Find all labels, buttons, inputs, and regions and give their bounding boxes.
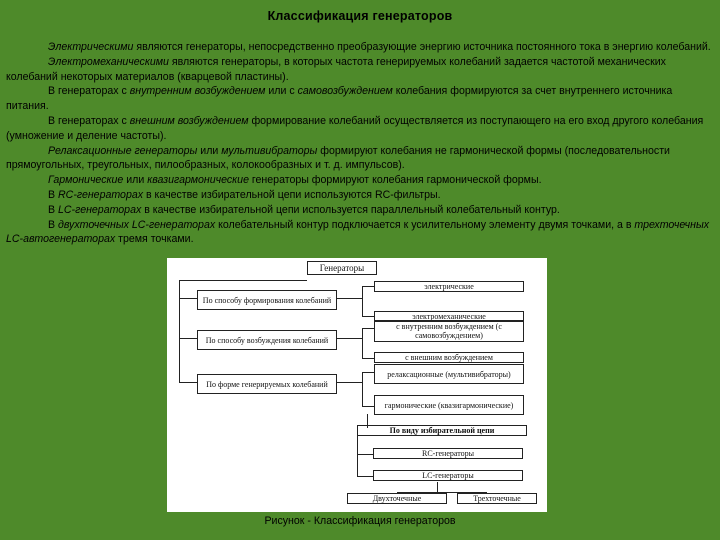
text-run: тремя точками. [115, 233, 194, 246]
paragraph [6, 203, 714, 218]
connector-leaf5 [362, 372, 374, 373]
connector-leaf6 [362, 406, 374, 407]
connector-cat2 [179, 338, 197, 339]
connector-cat2-right [337, 338, 362, 339]
text-run: являются генераторы, в которых частота генерируемых колебаний задается частотой механических колебаний некоторых материалов (кварцевой пластины). [6, 55, 666, 83]
italic-term: квазигармонические [147, 174, 249, 187]
connector-rc [357, 454, 373, 455]
connector-lc-down [437, 482, 438, 492]
text-run: В [48, 188, 59, 201]
connector-cat3-vert [362, 372, 363, 406]
text-run: В [48, 218, 59, 231]
text-run: являются генераторы, непосредственно преобразующие энергию источника постоянного тока в энергию колебаний. [133, 41, 711, 53]
connector-leaf1 [362, 286, 374, 287]
italic-term: LC-генераторах [58, 203, 142, 216]
connector-lc [357, 476, 373, 477]
rc-generators-box: RC-генераторы [373, 448, 523, 459]
text-run: колебания формируются за счет внутреннего источника питания. [6, 85, 673, 113]
paragraph [6, 188, 714, 203]
connector-leaf2 [362, 316, 374, 317]
italic-term: внешним возбуждением [129, 114, 249, 127]
italic-term: Электрическими [48, 41, 134, 53]
connector-selective-vert [357, 436, 358, 476]
text-run: или с [265, 85, 298, 98]
text-run: или [197, 144, 222, 157]
text-run: формируют колебания не гармонической формы (последовательности прямоугольных, треугольных, пилообразных, колокообразных и т. д. импульсов). [6, 144, 670, 172]
text-run: колебательный контур подключается к усилительному элементу двумя точками, а в [215, 218, 635, 231]
italic-term: RC-генераторах [58, 188, 144, 201]
leaf-self-excitation-box: с внутренним возбуждением (с самовозбуждением) [374, 320, 524, 342]
connector-cat3-right [337, 382, 362, 383]
body-text [6, 40, 714, 247]
italic-term: Гармонические [48, 174, 124, 187]
connector-cat1-right [337, 298, 362, 299]
text-run: В генераторах с [48, 85, 130, 98]
italic-term: внутренним возбуждением [129, 85, 266, 98]
italic-term: двухточечных LC-генераторах [58, 218, 216, 231]
connector-cat3 [179, 382, 197, 383]
root-box: Генераторы [307, 261, 377, 275]
leaf-relaxation-box: релаксационные (мультивибраторы) [374, 364, 524, 384]
text-run: генераторы формируют колебания гармонической формы. [248, 174, 542, 187]
paragraph [6, 55, 714, 85]
text-run: в качестве избирательной цепи используются RC-фильтры. [143, 188, 441, 201]
two-point-box: Двухточечные [347, 493, 447, 504]
lc-generators-box: LC-генераторы [373, 470, 523, 481]
text-run: В генераторах с [48, 114, 130, 127]
text-run: или [123, 174, 148, 187]
three-point-box: Трехточечные [457, 493, 537, 504]
italic-term: Релаксационные генераторы [48, 144, 198, 157]
italic-term: трехточечных LC-автогенераторах [6, 218, 710, 246]
selective-circuit-box: По виду избирательной цепи [357, 425, 527, 436]
paragraph [6, 144, 714, 174]
classification-diagram [167, 258, 547, 512]
category-excitation-box: По способу возбуждения колебаний [197, 330, 337, 350]
leaf-electrical-box: электрические [374, 281, 524, 292]
connector-cat2-vert [362, 328, 363, 358]
paragraph [6, 114, 714, 144]
connector-leaf3 [362, 328, 374, 329]
connector-cat1-vert [362, 286, 363, 316]
italic-term: мультивибраторы [221, 144, 318, 157]
text-run: в качестве избирательной цепи используется параллельный колебательный контур. [141, 203, 560, 216]
paragraph [6, 173, 714, 188]
page-title: Классификация генераторов [267, 9, 453, 23]
paragraph [6, 84, 714, 114]
text-run: В [48, 203, 59, 216]
connector-cat1 [179, 298, 197, 299]
italic-term: Электромеханическими [48, 55, 169, 68]
category-waveform-box: По форме генерируемых колебаний [197, 374, 337, 394]
paragraph [6, 40, 714, 55]
leaf-external-excitation-box: с внешним возбуждением [374, 352, 524, 363]
italic-term: самовозбуждением [297, 85, 393, 98]
leaf-electromechanical-box: электромеханические [374, 311, 524, 322]
connector-root-down [179, 280, 180, 382]
text-run: формирование колебаний осуществляется из поступающего на его вход другого колебания (умножение и деление частоты). [6, 114, 704, 142]
paragraph [6, 218, 714, 248]
leaf-harmonic-box: гармонические (квазигармонические) [374, 395, 524, 415]
connector-leaf4 [362, 358, 374, 359]
category-formation-box: По способу формирования колебаний [197, 290, 337, 310]
connector-root-top [179, 280, 307, 281]
figure-caption: Рисунок - Классификация генераторов [264, 515, 456, 527]
